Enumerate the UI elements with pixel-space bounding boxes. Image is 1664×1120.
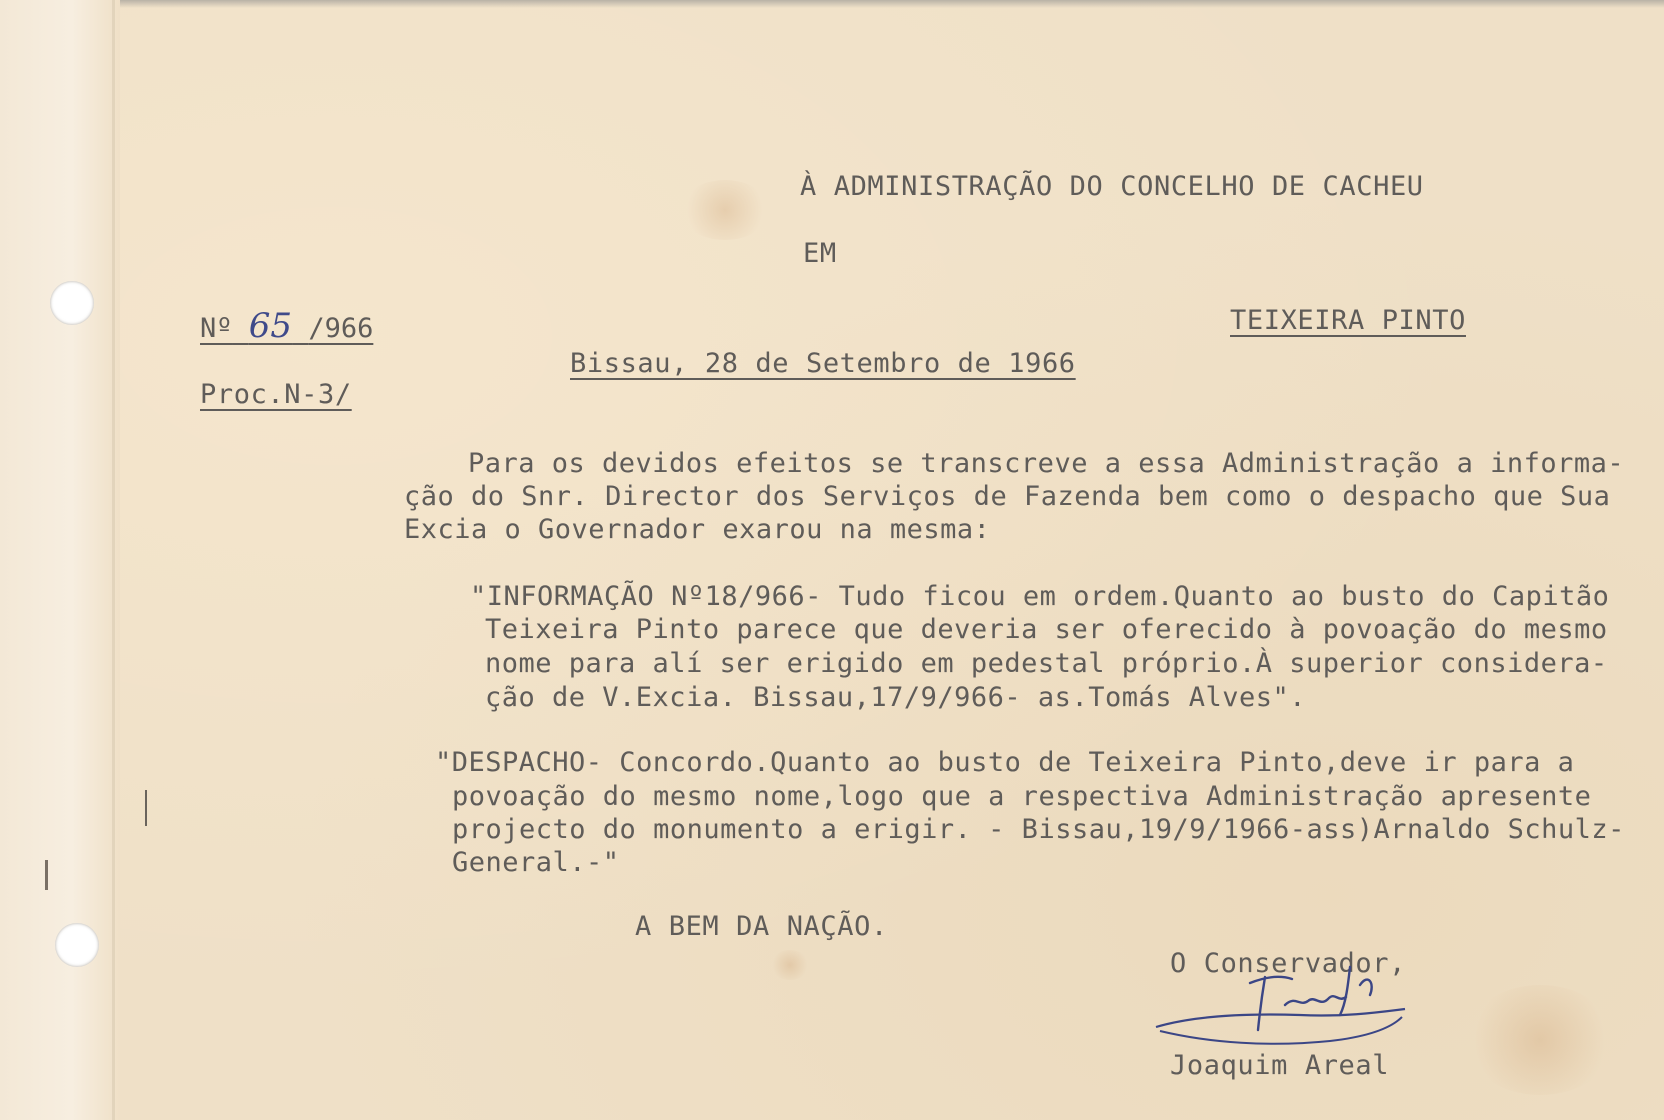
addressee-em: EM	[803, 238, 837, 269]
dispatch-line: povoação do mesmo nome,logo que a respectiva Administração apresente	[452, 781, 1592, 812]
punch-hole-bottom	[55, 923, 99, 967]
signatory-name: Joaquim Areal	[1170, 1050, 1390, 1081]
paper-stain	[770, 950, 810, 980]
date-line: Bissau, 28 de Setembro de 1966	[570, 348, 1076, 379]
intro-line: Para os devidos efeitos se transcreve a essa Administração a informa-	[468, 448, 1625, 479]
signatory-title: O Conservador,	[1170, 948, 1406, 979]
handwritten-signature	[1150, 955, 1410, 1065]
paper-stain	[1465, 985, 1615, 1095]
margin-mark	[45, 860, 48, 890]
punch-hole-top	[50, 281, 94, 325]
process-reference: Proc.N-3/	[200, 379, 352, 410]
paper-stain	[680, 180, 770, 240]
intro-line: Excia o Governador exarou na mesma:	[404, 514, 991, 545]
dispatch-line: General.-"	[452, 847, 620, 878]
information-line: nome para alí ser erigido em pedestal próprio.À superior considera-	[485, 648, 1608, 679]
reference-number-handwritten: 65	[248, 306, 293, 346]
dispatch-line: "DESPACHO- Concordo.Quanto ao busto de Teixeira Pinto,deve ir para a	[435, 747, 1575, 778]
reference-number	[200, 306, 373, 346]
paper-fold-line	[112, 0, 115, 1120]
addressee-line: À ADMINISTRAÇÃO DO CONCELHO DE CACHEU	[800, 171, 1424, 202]
reference-number-suffix: /966	[308, 313, 374, 344]
information-line: Teixeira Pinto parece que deveria ser oferecido à povoação do mesmo	[485, 614, 1608, 645]
dispatch-line: projecto do monumento a erigir. - Bissau,19/9/1966-ass)Arnaldo Schulz-	[452, 814, 1625, 845]
information-line: ção de V.Excia. Bissau,17/9/966- as.Tomás Alves".	[485, 682, 1307, 713]
margin-mark	[145, 790, 147, 826]
paper-top-edge	[0, 0, 1664, 8]
reference-number-prefix: Nº	[200, 313, 233, 344]
addressee-place: TEIXEIRA PINTO	[1230, 305, 1466, 336]
closing-salutation: A BEM DA NAÇÃO.	[635, 911, 888, 942]
intro-line: ção do Snr. Director dos Serviços de Fazenda bem como o despacho que Sua	[404, 481, 1611, 512]
information-line: "INFORMAÇÃO Nº18/966- Tudo ficou em ordem.Quanto ao busto do Capitão	[470, 581, 1610, 612]
